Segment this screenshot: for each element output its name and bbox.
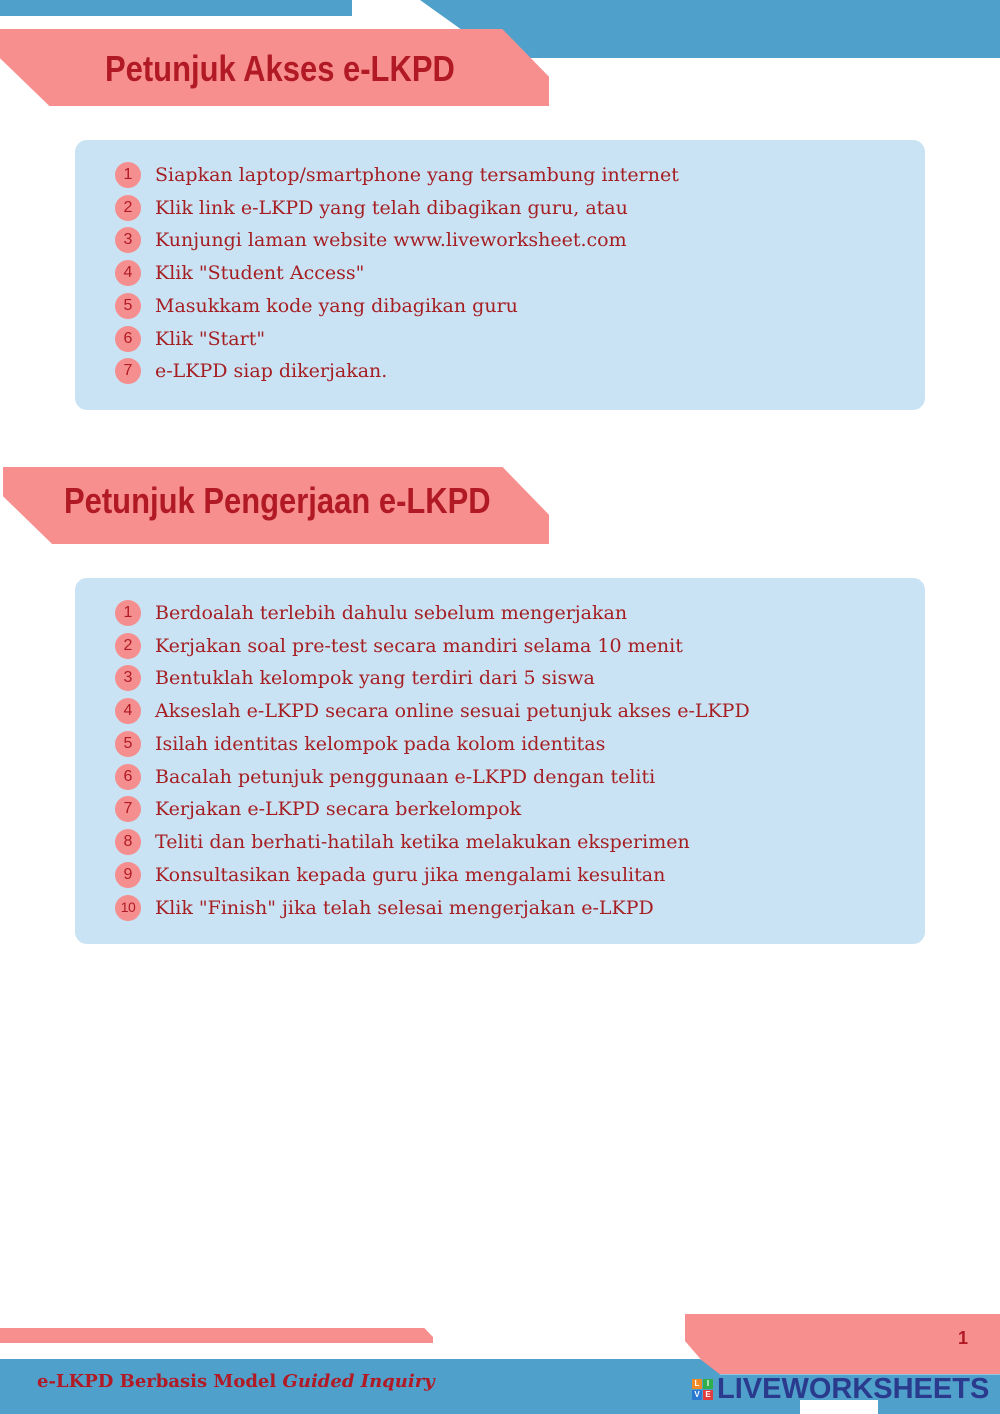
logo-text: LIVEWORKSHEETS bbox=[717, 1372, 990, 1405]
list-item bbox=[115, 665, 595, 691]
step-number-badge: 2 bbox=[115, 633, 141, 659]
step-number-badge: 4 bbox=[115, 260, 141, 286]
logo-letter: E bbox=[703, 1390, 713, 1400]
step-text: Klik "Finish" jika telah selesai mengerjakan e-LKPD bbox=[155, 897, 654, 919]
step-number-badge: 8 bbox=[115, 829, 141, 855]
step-text: Masukkam kode yang dibagikan guru bbox=[155, 295, 518, 317]
access-section-title: Petunjuk Akses e-LKPD bbox=[105, 48, 455, 89]
footer-title-plain: e-LKPD Berbasis Model bbox=[37, 1371, 283, 1392]
list-item bbox=[115, 796, 521, 822]
list-item bbox=[115, 293, 518, 319]
list-item bbox=[115, 227, 627, 253]
step-number-badge: 1 bbox=[115, 162, 141, 188]
list-item bbox=[115, 895, 654, 921]
list-item bbox=[115, 829, 690, 855]
step-text: Konsultasikan kepada guru jika mengalami kesulitan bbox=[155, 864, 666, 886]
logo-letter: V bbox=[692, 1390, 702, 1400]
footer-left-pink-bar bbox=[0, 1328, 433, 1343]
list-item bbox=[115, 698, 750, 724]
step-text: Bacalah petunjuk penggunaan e-LKPD dengan teliti bbox=[155, 766, 656, 788]
step-number-badge: 7 bbox=[115, 358, 141, 384]
liveworksheets-logo bbox=[692, 1373, 989, 1405]
step-number-badge: 3 bbox=[115, 227, 141, 253]
list-item bbox=[115, 195, 628, 221]
access-steps-panel bbox=[75, 140, 925, 410]
list-item bbox=[115, 260, 364, 286]
liveworksheets-logo-icon bbox=[692, 1379, 713, 1400]
step-number-badge: 6 bbox=[115, 326, 141, 352]
step-text: Kerjakan soal pre-test secara mandiri selama 10 menit bbox=[155, 635, 683, 657]
step-number-badge: 6 bbox=[115, 764, 141, 790]
step-text: Klik "Start" bbox=[155, 328, 266, 350]
step-number-badge: 4 bbox=[115, 698, 141, 724]
work-section-title: Petunjuk Pengerjaan e-LKPD bbox=[64, 480, 491, 521]
step-number-badge: 3 bbox=[115, 665, 141, 691]
step-text: Akseslah e-LKPD secara online sesuai petunjuk akses e-LKPD bbox=[155, 700, 750, 722]
step-text: Klik link e-LKPD yang telah dibagikan guru, atau bbox=[155, 197, 628, 219]
step-number-badge: 5 bbox=[115, 293, 141, 319]
list-item bbox=[115, 862, 665, 888]
list-item bbox=[115, 162, 679, 188]
step-text: e-LKPD siap dikerjakan. bbox=[155, 360, 388, 382]
list-item bbox=[115, 731, 605, 757]
step-text: Klik "Student Access" bbox=[155, 262, 365, 284]
step-text: Bentuklah kelompok yang terdiri dari 5 siswa bbox=[155, 667, 595, 689]
step-text: Teliti dan berhati-hatilah ketika melakukan eksperimen bbox=[155, 831, 690, 853]
step-text: Berdoalah terlebih dahulu sebelum mengerjakan bbox=[155, 602, 628, 624]
step-number-badge: 1 bbox=[115, 600, 141, 626]
step-number-badge: 7 bbox=[115, 796, 141, 822]
logo-letter: I bbox=[703, 1379, 713, 1389]
step-number-badge: 2 bbox=[115, 195, 141, 221]
footer-title-italic: Guided Inquiry bbox=[282, 1371, 435, 1392]
step-text: Kunjungi laman website www.liveworksheet.com bbox=[155, 229, 627, 251]
step-number-badge: 5 bbox=[115, 731, 141, 757]
step-text: Kerjakan e-LKPD secara berkelompok bbox=[155, 798, 522, 820]
logo-letter: L bbox=[692, 1379, 702, 1389]
page-number: 1 bbox=[957, 1328, 968, 1348]
list-item bbox=[115, 358, 387, 384]
list-item bbox=[115, 600, 627, 626]
work-steps-panel bbox=[75, 578, 925, 944]
list-item bbox=[115, 326, 265, 352]
top-left-blue-bar bbox=[0, 0, 352, 16]
step-number-badge: 10 bbox=[115, 895, 141, 921]
list-item bbox=[115, 633, 683, 659]
step-text: Isilah identitas kelompok pada kolom identitas bbox=[155, 733, 606, 755]
list-item bbox=[115, 764, 655, 790]
step-number-badge: 9 bbox=[115, 862, 141, 888]
step-text: Siapkan laptop/smartphone yang tersambung internet bbox=[155, 164, 679, 186]
footer-title bbox=[37, 1371, 435, 1392]
